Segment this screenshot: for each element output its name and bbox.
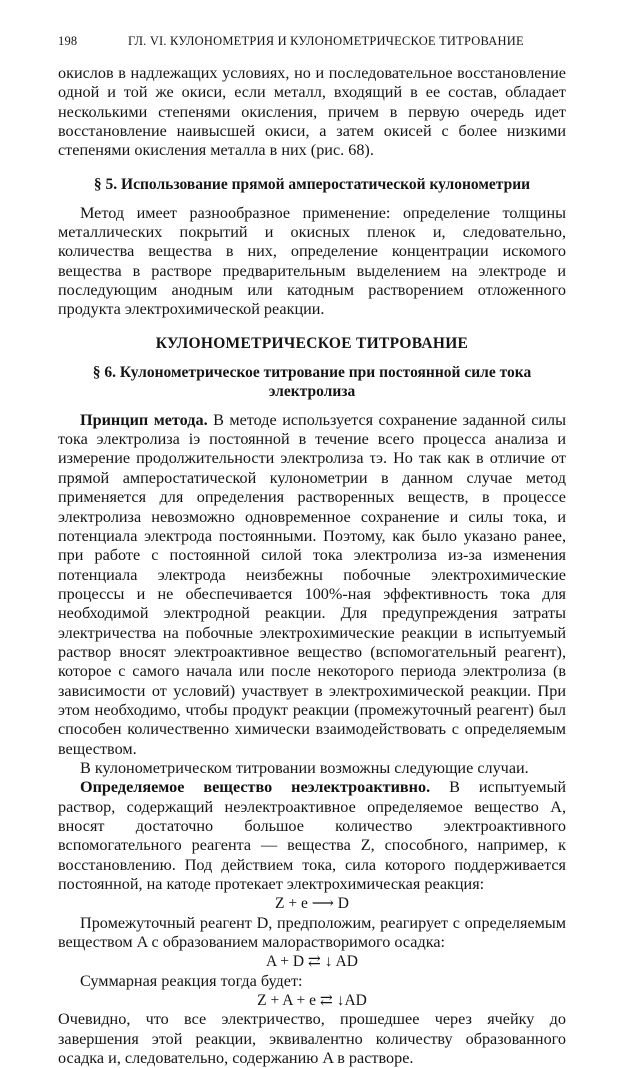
page-number: 198 (58, 34, 78, 48)
equation-2: A + D ⇄ ↓ AD (266, 953, 358, 971)
paragraph-nonelectroactive-case (58, 778, 566, 894)
section-5-heading: § 5. Использование прямой амперостатической кулонометрии (93, 175, 531, 193)
page-body (58, 64, 566, 1068)
section-6-heading: § 6. Кулонометрическое титрование при постоянной силе тока электролиза (92, 363, 532, 400)
paragraph-intermediate-reagent: Промежуточный реагент D, предположим, реагирует с определяемым веществом A с образованием малорастворимого осадка: (58, 913, 566, 952)
paragraph-method-principle (58, 411, 566, 759)
paragraph-cases-intro: В кулонометрическом титровании возможны следующие случаи. (80, 758, 529, 777)
paragraph-conclusion: Очевидно, что все электричество, прошедшее через ячейку до завершения этой реакции, эквивалентно количеству образованного осадка и, следовательно, содержанию A в растворе. (58, 1010, 566, 1068)
running-title: ГЛ. VI. КУЛОНОМЕТРИЯ И КУЛОНОМЕТРИЧЕСКОЕ ТИТРОВАНИЕ (128, 34, 524, 48)
equation-3: Z + A + e ⇄ ↓AD (257, 992, 367, 1010)
running-header (58, 34, 566, 54)
nonelectroactive-text: В испытуемый раствор, содержащий неэлектроактивное определяемое вещество A, вносят достаточно большое количество электроактивного вспомогательного реагента — вещества Z, способного, например, к восстановлению. Под действием тока, сила которого поддерживается постоянной, на катоде протекает электрохимическая реакция: (58, 778, 566, 894)
lead-in-principle: Принцип метода. (80, 410, 208, 429)
lead-in-nonelectroactive: Определяемое вещество неэлектроактивно. (80, 778, 431, 797)
paragraph-total-reaction: Суммарная реакция тогда будет: (80, 971, 303, 990)
principle-text: В методе используется сохранение заданной силы тока электролиза iэ постоянной в течение всего процесса анализа и измерение продолжительности электролиза τэ. Но так как в отличие от прямой амперостатической кулонометрии в данном случае метод применяется для определения растворенных веществ, в процессе электролиза невозможно одновременное сохранение и силы тока, и потенциала электрода постоянными. Поэтому, как было указано ранее, при работе с постоянной силой тока электролиза из-за изменения потенциала электрода неизбежны побочные электрохимические процессы и не обеспечивается 100%-ная эффективность тока для необходимой электродной реакции. Для предупреждения затраты электричества на побочные электрохимические реакции в испытуемый раствор вносят электроактивное вещество (вспомогательный реагент), которое с самого начала или после некоторого периода электролиза (в зависимости от условий) участвует в электрохимической реакции. При этом необходимо, чтобы продукт реакции (промежуточный реагент) был способен количественно химически взаимодействовать с определяемым веществом. (58, 410, 566, 758)
paragraph-continuation: окислов в надлежащих условиях, но и последовательное восстановление одной и той же окиси, если металл, входящий в ее состав, обладает несколькими степенями окисления, причем в первую очередь идет восстановление наивысшей окиси, а затем окисей с более низкими степенями окисления металла в них (рис. 68). (58, 64, 566, 160)
equation-1: Z + e ⟶ D (274, 895, 349, 913)
paragraph-method-applications: Метод имеет разнообразное применение: определение толщины металлических покрытий и окисных пленок и, следовательно, количества вещества в них, определение концентрации искомого вещества в растворе предварительным выделением на электроде и последующим анодным или катодным растворением отложенного продукта электрохимической реакции. (58, 203, 566, 319)
chapter-subheading: КУЛОНОМЕТРИЧЕСКОЕ ТИТРОВАНИЕ (155, 334, 469, 352)
